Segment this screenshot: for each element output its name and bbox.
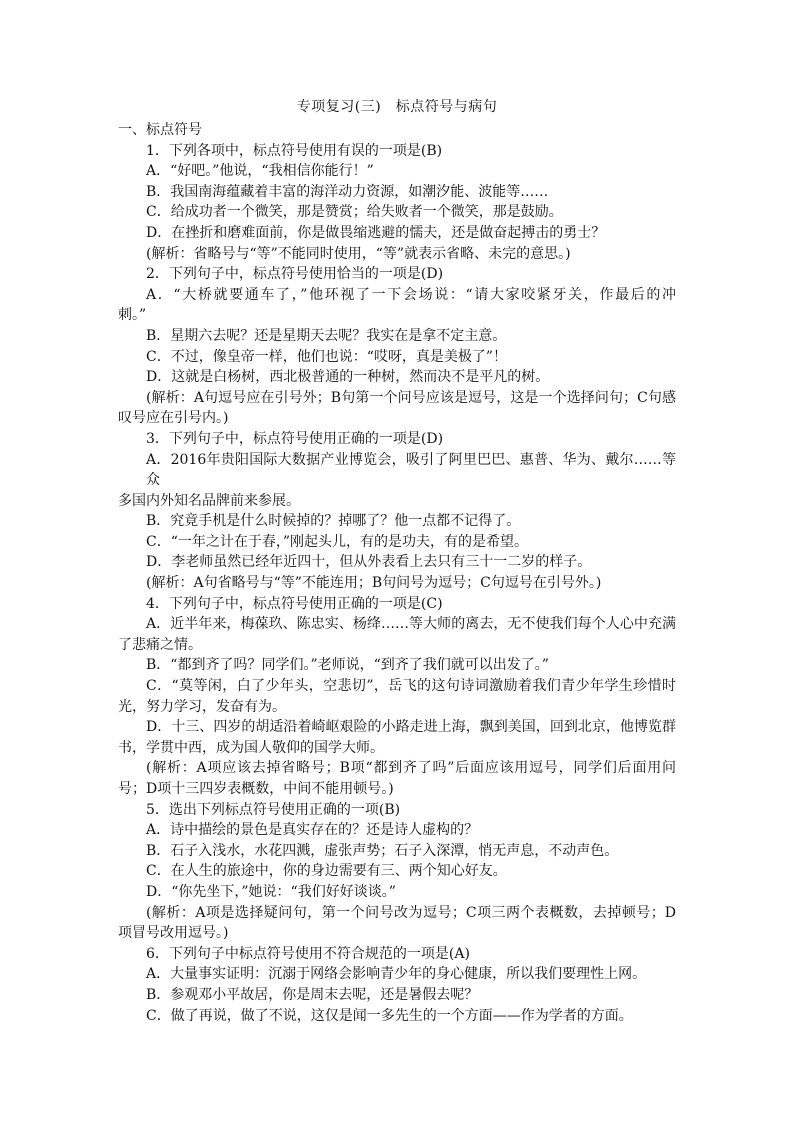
text-line: B．石子入浅水，水花四溅，虚张声势；石子入深潭，悄无声息，不动声色。 <box>146 842 619 859</box>
text-line: 项冒号改用逗号。) <box>118 925 229 942</box>
text-line: B．我国南海蕴藏着丰富的海洋动力资源，如潮汐能、波能等…… <box>146 183 549 200</box>
text-line: (解析：A项是选择疑问句，第一个问号改为逗号；C项三两个表概数，去掉顿号；D <box>146 904 676 921</box>
text-line: C．“莫等闲，白了少年头，空悲切”，岳飞的这句诗词激励着我们青少年学生珍惜时 <box>146 678 676 695</box>
text-line: D．李老师虽然已经年近四十，但从外表看上去只有三十一二岁的样子。 <box>146 554 592 571</box>
text-line: 4．下列句子中，标点符号使用正确的一项是(C) <box>146 595 443 612</box>
text-line: C．做了再说，做了不说，这仅是闻一多先生的一个方面——作为学者的方面。 <box>146 1007 633 1024</box>
text-line: D．这就是白杨树，西北极普通的一种树，然而决不是平凡的树。 <box>146 369 550 386</box>
section-heading: 一、标点符号 <box>118 122 202 138</box>
text-line: 叹号应在引号内。) <box>118 410 229 427</box>
text-line: A．近半年来，梅葆玖、陈忠实、杨绛……等大师的离去，无不使我们每个人心中充满 <box>146 616 676 633</box>
text-line: C．“一年之计在于春，”刚起头儿，有的是功夫，有的是希望。 <box>146 533 529 550</box>
text-line: (解析：省略号与“等”不能同时使用，“等”就表示省略、未完的意思。) <box>146 245 571 262</box>
text-line: 1．下列各项中，标点符号使用有误的一项是(B) <box>146 142 443 159</box>
text-line: B．星期六去呢？还是星期天去呢？我实在是拿不定主意。 <box>146 327 507 344</box>
text-line: A．“大桥就要通车了，”他环视了一下会场说：“请大家咬紧牙关，作最后的冲 <box>146 286 676 303</box>
text-line: (解析：A项应该去掉省略号；B项“都到齐了吗”后面应该用逗号，同学们后面用问 <box>146 760 676 777</box>
text-line: A．“好吧。”他说，“我相信你能行！” <box>146 163 374 180</box>
text-line: C．在人生的旅途中，你的身边需要有三、两个知心好友。 <box>146 863 507 880</box>
text-line: 6．下列句子中标点符号使用不符合规范的一项是(A) <box>146 945 470 962</box>
document-body <box>118 120 676 1026</box>
text-line: 了悲痛之情。 <box>118 636 202 653</box>
page-title: 专项复习(三) 标点符号与病句 <box>296 99 498 115</box>
text-line: D．十三、四岁的胡适沿着崎岖艰险的小路走进上海，飘到美国，回到北京，他博览群 <box>146 719 676 736</box>
text-line: A．大量事实证明：沉溺于网络会影响青少年的身心健康，所以我们要理性上网。 <box>146 966 647 983</box>
text-line: 多国内外知名品牌前来参展。 <box>118 492 300 509</box>
text-line: A．2016年贵阳国际大数据产业博览会，吸引了阿里巴巴、惠普、华为、戴尔……等众 <box>146 451 676 489</box>
text-line: D．在挫折和磨难面前，你是做畏缩逃避的懦夫，还是做奋起搏击的勇士？ <box>146 224 606 241</box>
text-line: 刺。” <box>118 307 147 324</box>
text-line: A．诗中描绘的景色是真实存在的？还是诗人虚构的？ <box>146 822 479 839</box>
text-line: C．不过，像皇帝一样，他们也说：“哎呀，真是美极了”！ <box>146 348 508 365</box>
text-line: B．“都到齐了吗？同学们。”老师说，“到齐了我们就可以出发了。” <box>146 657 549 674</box>
text-line: B．究竟手机是什么时候掉的？掉哪了？他一点都不记得了。 <box>146 513 521 530</box>
text-line: 光，努力学习，发奋有为。 <box>118 698 286 715</box>
text-line: D．“你先坐下，”她说：“我们好好谈谈。” <box>146 883 396 900</box>
text-line: (解析：A句省略号与“等”不能连用；B句问号为逗号；C句逗号在引号外。) <box>146 575 602 592</box>
text-line: 2．下列句子中，标点符号使用恰当的一项是(D) <box>146 266 444 283</box>
text-line: B．参观邓小平故居，你是周末去呢，还是暑假去呢？ <box>146 986 479 1003</box>
text-line: 5．选出下列标点符号使用正确的一项(B) <box>146 801 401 818</box>
text-line: 3．下列句子中，标点符号使用正确的一项是(D) <box>146 430 444 447</box>
text-line: 书，学贯中西，成为国人敬仰的国学大师。 <box>118 739 384 756</box>
text-line: 号；D项十三四岁表概数，中间不能用顿号。) <box>118 781 394 797</box>
text-line: (解析：A句逗号应在引号外；B句第一个问号应该是逗号，这是一个选择问句；C句感 <box>146 389 676 406</box>
text-line: C．给成功者一个微笑，那是赞赏；给失败者一个微笑，那是鼓励。 <box>146 204 563 221</box>
